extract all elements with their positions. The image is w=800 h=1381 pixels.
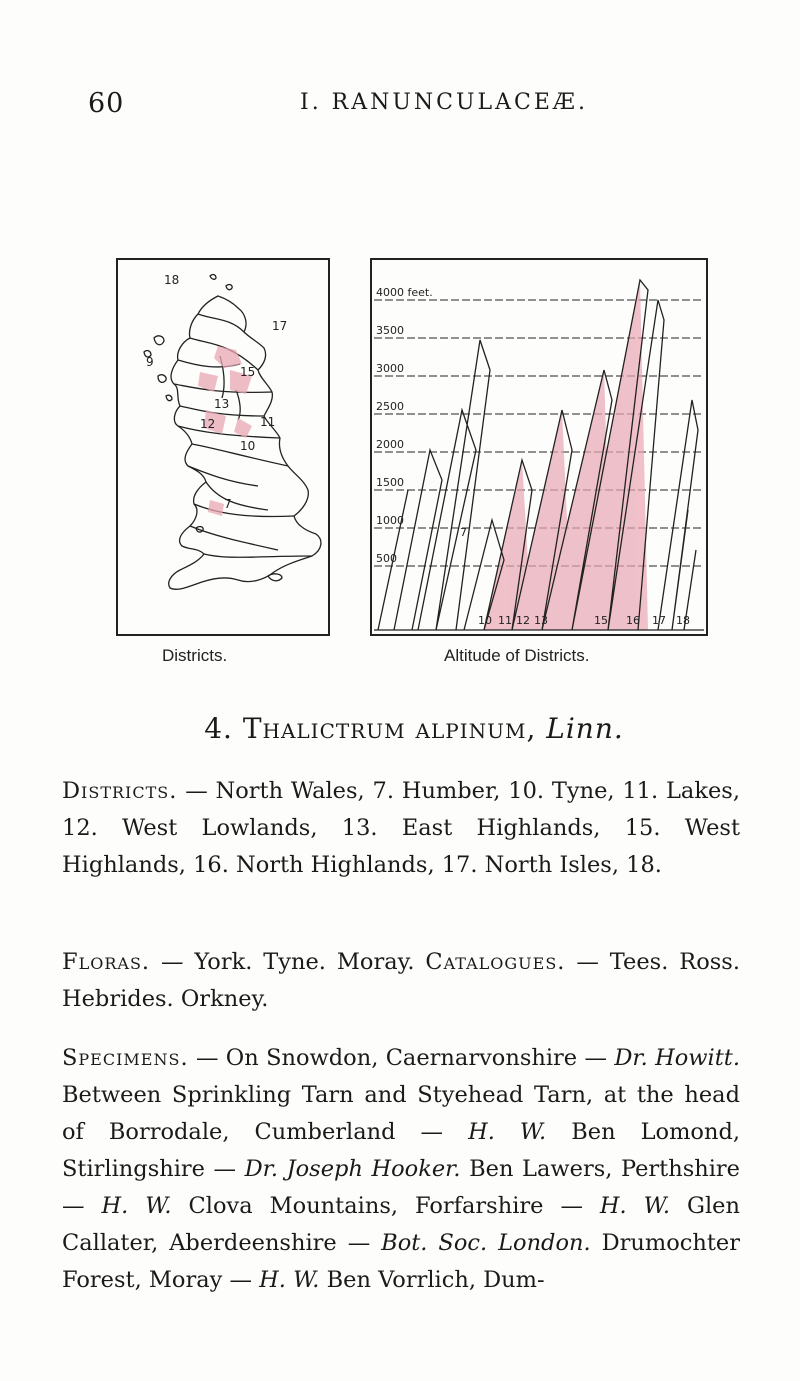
species-authority: Linn.	[546, 712, 624, 745]
map-number-18: 18	[164, 273, 180, 287]
map-number-10: 10	[240, 439, 256, 453]
map-number-17: 17	[272, 319, 288, 333]
specimens-text: Glen Callater, Aberdeenshire —	[62, 1193, 740, 1256]
district-label-10: 10	[478, 614, 492, 627]
altitude-label: 3500	[376, 324, 404, 337]
altitude-chart	[370, 258, 708, 636]
floras-text: — York. Tyne. Moray.	[150, 949, 426, 975]
districts-paragraph	[62, 773, 740, 884]
catalogues-lead: Catalogues.	[425, 949, 566, 975]
altitude-label: 500	[376, 552, 397, 565]
specimens-author: Dr. Joseph Hooker.	[244, 1156, 461, 1182]
districts-lead: Districts.	[62, 778, 178, 804]
catalogues-text: — Tees. Ross. Hebrides. Orkney.	[62, 949, 740, 1012]
district-label-18: 18	[676, 614, 690, 627]
specimens-text: Ben Lawers, Perthshire —	[62, 1156, 740, 1219]
map-caption: Districts.	[162, 646, 228, 665]
altitude-label: 2500	[376, 400, 404, 413]
map-number-7: 7	[224, 497, 232, 511]
shaded-district	[208, 500, 224, 516]
altitude-chart-drawing	[372, 260, 706, 634]
altitude-label: 1500	[376, 476, 404, 489]
species-title	[94, 712, 734, 745]
specimens-author: H. W.	[101, 1193, 172, 1219]
britain-map-drawing	[118, 260, 328, 634]
district-label-13: 13	[534, 614, 548, 627]
specimens-text: Between Sprinkling Tarn and Styehead Tarn, at the head of Borrodale, Cumberland —	[62, 1082, 740, 1145]
species-number: 4.	[204, 712, 233, 745]
shaded-district	[214, 346, 242, 368]
district-label-11: 11	[498, 614, 512, 627]
specimens-text: — On Snowdon, Caernarvonshire —	[188, 1045, 615, 1071]
running-head: I. RANUNCULACEÆ.	[300, 90, 588, 115]
district-label-7: 7	[460, 526, 467, 539]
specimens-author: H. W.	[468, 1119, 547, 1145]
district-label-17: 17	[652, 614, 666, 627]
chart-caption: Altitude of Districts.	[444, 646, 590, 665]
altitude-label: 1000	[376, 514, 404, 527]
specimens-text: Clova Mountains, Forfarshire —	[171, 1193, 600, 1219]
specimens-lead: Specimens.	[62, 1045, 189, 1071]
map-number-15: 15	[240, 365, 256, 379]
specimens-text: Ben Vorrlich, Dum-	[319, 1267, 545, 1293]
specimens-text: Drumochter Forest, Moray —	[62, 1230, 740, 1293]
altitude-label: 4000 feet.	[376, 286, 433, 299]
district-label-16: 16	[626, 614, 640, 627]
district-label-15: 15	[594, 614, 608, 627]
specimens-author: Dr. Howitt.	[614, 1045, 740, 1071]
district-map	[116, 258, 330, 636]
species-name: Thalictrum alpinum,	[242, 712, 537, 745]
map-number-9: 9	[146, 355, 154, 369]
map-number-13: 13	[214, 397, 230, 411]
specimens-author: H. W.	[259, 1267, 320, 1293]
map-number-11: 11	[260, 415, 276, 429]
specimens-author: H. W.	[599, 1193, 671, 1219]
page-number: 60	[88, 88, 125, 119]
floras-paragraph	[62, 944, 740, 1018]
floras-lead: Floras.	[62, 949, 151, 975]
altitude-label: 2000	[376, 438, 404, 451]
districts-text: — North Wales, 7. Humber, 10. Tyne, 11. Lakes, 12. West Lowlands, 13. East Highlands, 15. West Highlands, 16. North Highlands, 17. North Isles, 18.	[62, 778, 740, 878]
map-number-12: 12	[200, 417, 216, 431]
specimens-author: Bot. Soc. London.	[381, 1230, 591, 1256]
specimens-text: Ben Lomond, Stirlingshire —	[62, 1119, 741, 1182]
district-label-12: 12	[516, 614, 530, 627]
altitude-label: 3000	[376, 362, 404, 375]
specimens-paragraph	[62, 1040, 740, 1299]
